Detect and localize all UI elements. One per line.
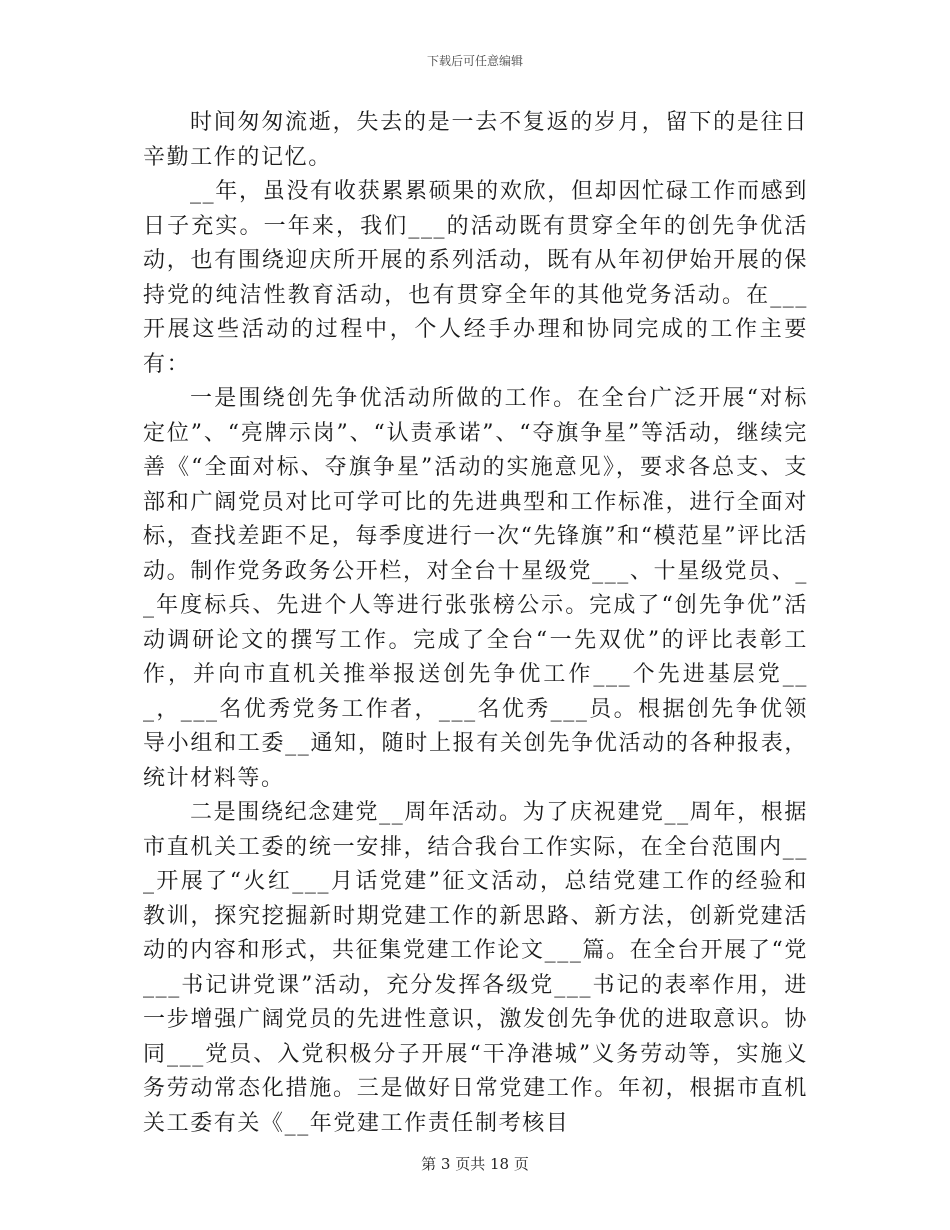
paragraph: __年，虽没有收获累累硕果的欢欣，但却因忙碌工作而感到日子充实。一年来，我们___的活动既有贯穿全年的创先争优活动，也有围绕迎庆所开展的系列活动，既有从年初伊始开展的保持党的纯洁性教育活动，也有贯穿全年的其他党务活动。在___开展这些活动的过程中，个人经手办理和协同完成的工作主要有：: [143, 179, 808, 377]
page-number: 第 3 页共 18 页: [421, 1155, 529, 1173]
paragraph: 一是围绕创先争优活动所做的工作。在全台广泛开展“对标定位”、“亮牌示岗”、“认责承诺”、“夺旗争星”等活动，继续完善《“全面对标、夺旗争星”活动的实施意见》，要求各总支、支部和广阔党员对比可学可比的先进典型和工作标准，进行全面对标，查找差距不足，每季度进行一次“先锋旗”和“模范星”评比活动。制作党务政务公开栏，对全台十星级党___、十星级党员、__年度标兵、先进个人等进行张张榜公示。完成了“创先争优”活动调研论文的撰写工作。完成了全台“一先双优”的评比表彰工作，并向市直机关推举报送创先争优工作___个先进基层党___，___名优秀党务工作者，___名优秀___员。根据创先争优领导小组和工委__通知，随时上报有关创先争优活动的各种报表，统计材料等。: [143, 386, 808, 791]
document-body: [143, 106, 808, 1141]
page-header-note: 下载后可任意编辑: [426, 54, 523, 68]
paragraph: 时间匆匆流逝，失去的是一去不复返的岁月，留下的是往日辛勤工作的记忆。: [143, 110, 808, 170]
paragraph: 二是围绕纪念建党__周年活动。为了庆祝建党__周年，根据市直机关工委的统一安排，结合我台工作实际，在全台范围内___开展了“火红___月话党建”征文活动，总结党建工作的经验和教训，探究挖掘新时期党建工作的新思路、新方法，创新党建活动的内容和形式，共征集党建工作论文___篇。在全台开展了“党___书记讲党课”活动，充分发挥各级党___书记的表率作用，进一步增强广阔党员的先进性意识，激发创先争优的进取意识。协同___党员、入党积极分子开展“干净港城”义务劳动等，实施义务劳动常态化措施。三是做好日常党建工作。年初，根据市直机关工委有关《__年党建工作责任制考核目: [143, 800, 808, 1136]
